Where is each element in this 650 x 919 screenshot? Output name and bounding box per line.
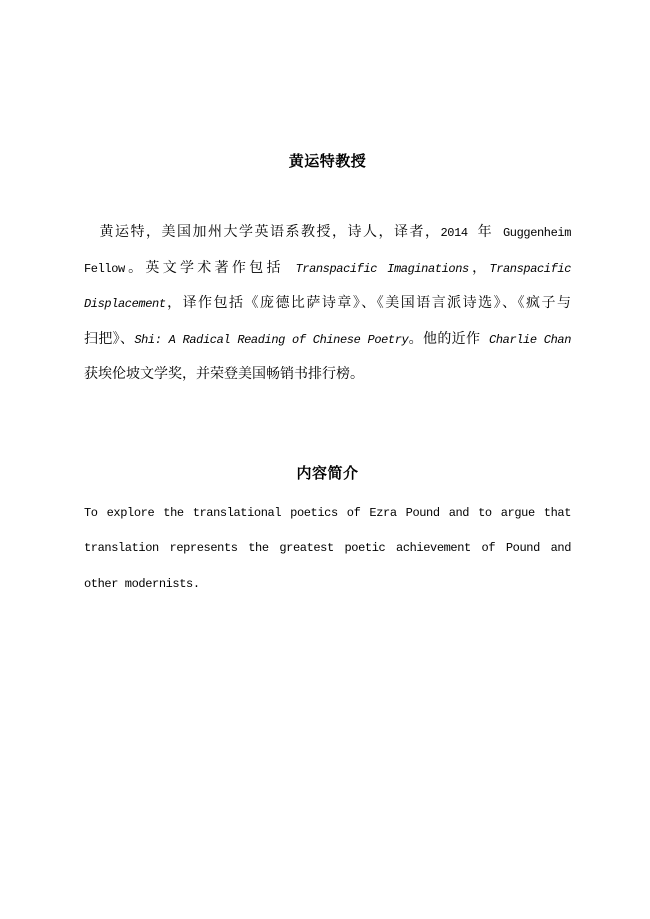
- text-run: ，: [468, 260, 490, 277]
- synopsis-paragraph: [84, 495, 571, 602]
- text-line: [84, 286, 571, 322]
- text-run: 2014: [440, 226, 468, 240]
- text-run: 年: [467, 225, 503, 241]
- text-run: Transpacific Imaginations: [295, 261, 469, 276]
- text-line: [84, 530, 571, 566]
- text-run: other modernists.: [84, 576, 200, 591]
- text-run: Displacement: [84, 297, 166, 311]
- text-run: 扫把》、: [84, 331, 135, 348]
- text-run: 。英文学术著作包括: [124, 260, 296, 277]
- author-heading: 黄运特教授: [288, 154, 367, 171]
- text-line: [84, 357, 571, 393]
- text-run: Transpacific: [489, 261, 572, 276]
- text-run: To explore the translational poetics of Ezra Pound and to argue that: [84, 505, 571, 520]
- text-run: Guggenheim: [503, 226, 572, 240]
- text-run: translation represents the greatest poetic achievement of Pound and: [84, 541, 571, 555]
- text-run: Charlie Chan: [489, 332, 571, 347]
- text-run: Shi: A Radical Reading of Chinese Poetry: [134, 332, 409, 347]
- text-run: Fellow: [84, 261, 125, 276]
- author-bio-paragraph: [84, 215, 571, 393]
- text-run: ，译作包括《庞德比萨诗章》、《美国语言派诗选》、《疯子与: [165, 296, 571, 312]
- text-line: [84, 251, 571, 287]
- text-line: [84, 215, 571, 251]
- text-run: 获埃伦坡文学奖，并荣登美国畅销书排行榜。: [84, 367, 364, 383]
- text-run: 黄运特，美国加州大学英语系教授，诗人，译者，: [84, 225, 441, 241]
- synopsis-heading: 内容简介: [296, 465, 359, 483]
- text-line: [84, 322, 571, 358]
- text-line: [84, 495, 571, 531]
- text-run: 。他的近作: [408, 331, 490, 348]
- text-line: [84, 566, 571, 602]
